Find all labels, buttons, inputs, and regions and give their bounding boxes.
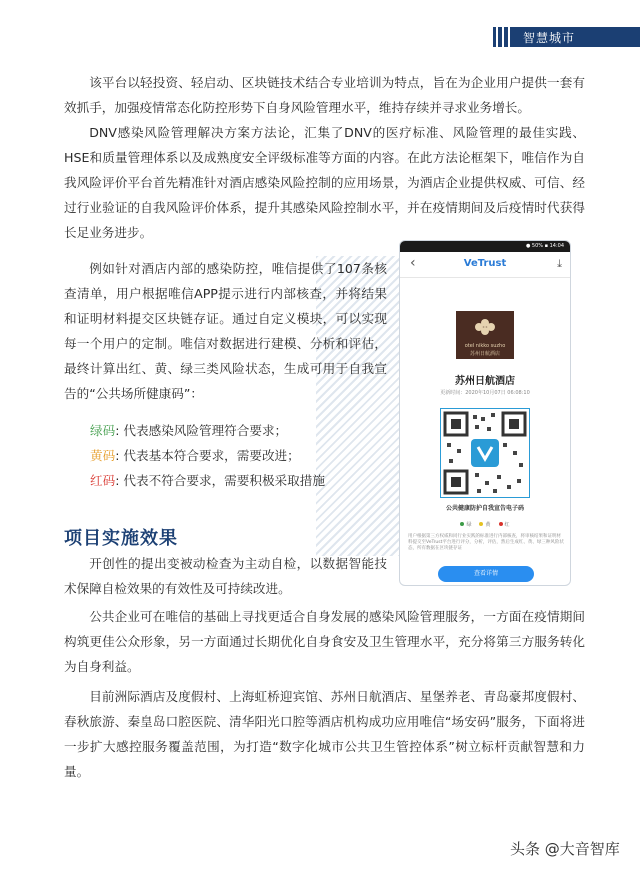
qr-caption: 公共健康防护自我宣告电子码 <box>445 505 524 512</box>
paragraph-adoption: 目前洲际酒店及度假村、上海虹桥迎宾馆、苏州日航酒店、星堡养老、青岛豪邦度假村、春秋旅游、秦皇岛口腔医院、清华阳光口腔等酒店机构成功应用唯信“场安码”服务，下面将进一步扩大感控服务覆盖范围，为打造“数字化城市公共卫生管控体系”树立标杆贡献智慧和力量。 <box>64 689 585 779</box>
legend-yellow-label: 黄码 <box>90 448 116 463</box>
legend-green-label: 绿码 <box>90 423 116 438</box>
update-time: 更新时间：2020年10月07日 06:08:10 <box>440 390 530 396</box>
legend-red <box>90 468 325 493</box>
qr-code <box>440 408 530 498</box>
legend-yellow-text: : 代表基本符合要求，需要改进； <box>115 448 300 463</box>
legend-yellow <box>90 443 300 468</box>
phone-description: 用户根据第三方权威和同行业实践的标准进行内部核查，将审核结果和证明材料提交至VeTrust平台进行评分，分析，评估，然后生成红、黄、绿三种风险状态，所有数据在区块链存证 <box>408 534 564 551</box>
yellow-dot-icon <box>479 522 483 526</box>
paragraph-proactive-check: 开创性的提出变被动检查为主动自检，以数据智能技术保障自检效果的有效性及可持续改进。 <box>64 556 387 596</box>
qr-code-graphic <box>441 409 529 497</box>
paragraph-intro: 该平台以轻投资、轻启动、区块链技术结合专业培训为特点，旨在为企业用户提供一套有效抓手，加强疫情常态化防控形势下自身风险管理水平，维持存续并寻求业务增长。 <box>64 75 585 115</box>
phone-app-header <box>400 252 570 278</box>
hotel-name: 苏州日航酒店 <box>455 376 515 387</box>
hotel-logo-text: otel nikko suzho <box>464 343 506 349</box>
legend-green-text: : 代表感染风险管理符合要求； <box>115 423 288 438</box>
header-stripe <box>496 27 498 47</box>
header-title: 智慧城市 <box>523 31 576 45</box>
section-heading: 项目实施效果 <box>64 528 178 549</box>
phone-screenshot <box>399 240 571 586</box>
phone-status-bar <box>400 241 570 252</box>
header-stripe <box>508 27 510 47</box>
hotel-logo-subtext: 苏州日航酒店 <box>469 351 500 357</box>
legend-red-label: 红码 <box>90 473 116 488</box>
legend-yellow-item: 黄 <box>479 521 490 528</box>
download-icon[interactable]: ⤓ <box>557 257 562 270</box>
qr-color-legend <box>400 521 570 528</box>
vetrust-logo: VeTrust <box>463 258 507 269</box>
view-details-button[interactable]: 查看详情 <box>438 566 534 582</box>
hotel-logo <box>456 311 514 359</box>
legend-green-item: 绿 <box>460 521 471 528</box>
legend-red-item: 红 <box>499 521 510 528</box>
paragraph-benefits: 公共企业可在唯信的基础上寻找更适合自身发展的感染风险管理服务，一方面在疫情期间构筑更佳公众形象，另一方面通过长期优化自身食安及卫生管理水平，充分将第三方服务转化为自身利益。 <box>64 609 585 674</box>
red-dot-icon <box>499 522 503 526</box>
watermark: 头条 @大音智库 <box>510 840 620 858</box>
back-arrow-icon[interactable]: ‹ <box>410 255 416 271</box>
legend-red-text: : 代表不符合要求，需要积极采取措施 <box>115 473 325 488</box>
header-stripe <box>502 27 504 47</box>
hotel-flower-icon <box>456 311 514 341</box>
green-dot-icon <box>460 522 464 526</box>
legend-green <box>90 418 287 443</box>
paragraph-methodology: DNV感染风险管理解决方案方法论，汇集了DNV的医疗标准、风险管理的最佳实践、HSE和质量管理体系以及成熟度安全评级标准等方面的内容。在此方法论框架下，唯信作为自我风险评价平台首先精准针对酒店感染风险控制的应用场景，为酒店企业提供权威、可信、经过行业验证的自我风险评价体系，提升其感染风险控制水平，并在疫情期间及后疫情时代获得长足业务进步。 <box>64 125 585 240</box>
phone-status-text: ● 50% ▪ 14:04 <box>525 243 564 249</box>
paragraph-hotel-example: 例如针对酒店内部的感染防控，唯信提供了107条核查清单，用户根据唯信APP提示进行内部核查，并将结果和证明材料提交区块链存证。通过自定义模块，可以实现每一个用户的定制。唯信对数据进行建模、分析和评估，最终计算出红、黄、绿三类风险状态，生成可用于自我宣告的“公共场所健康码”： <box>64 261 387 401</box>
